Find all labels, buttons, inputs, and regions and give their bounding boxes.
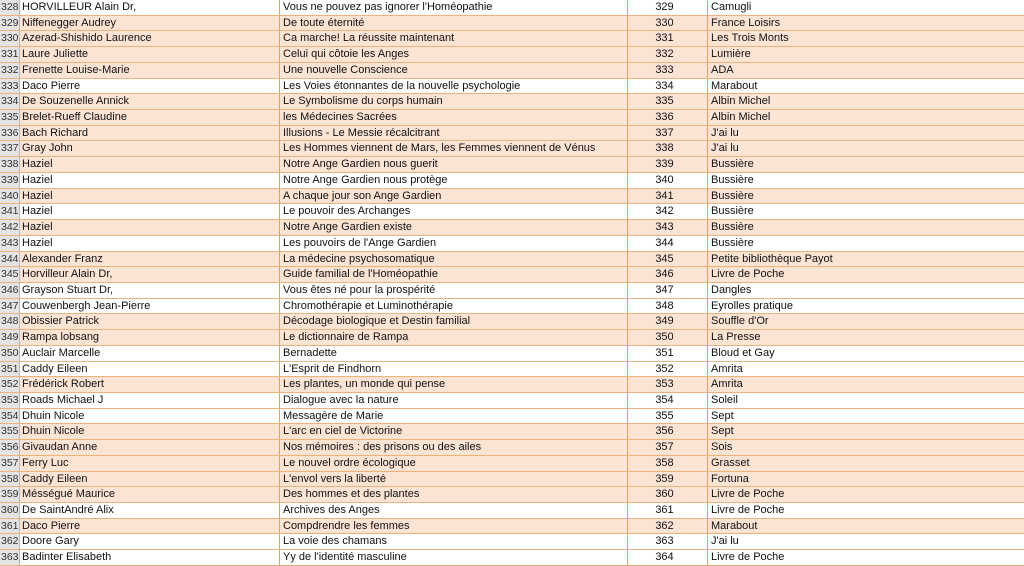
number-cell[interactable]: 359 <box>628 472 708 487</box>
publisher-cell[interactable]: Amrita <box>708 377 1024 392</box>
publisher-cell[interactable]: Albin Michel <box>708 94 1024 109</box>
author-cell[interactable]: Frenette Louise-Marie <box>20 63 280 78</box>
number-cell[interactable]: 349 <box>628 314 708 329</box>
author-cell[interactable]: Couwenbergh Jean-Pierre <box>20 299 280 314</box>
row-header[interactable]: 346 <box>1 283 19 296</box>
title-cell[interactable]: Vous êtes né pour la prospérité <box>280 283 628 298</box>
number-cell[interactable]: 345 <box>628 252 708 267</box>
publisher-cell[interactable]: Bussière <box>708 189 1024 204</box>
table-row <box>0 94 1024 110</box>
row-header[interactable]: 350 <box>1 346 19 359</box>
row-header[interactable]: 359 <box>1 488 19 501</box>
number-cell[interactable]: 361 <box>628 503 708 518</box>
number-cell[interactable]: 338 <box>628 141 708 156</box>
publisher-cell[interactable]: Bloud et Gay <box>711 346 775 359</box>
author-cell[interactable]: Obissier Patrick <box>20 314 280 329</box>
publisher-cell[interactable]: Bussière <box>708 157 1024 172</box>
author-cell[interactable]: Haziel <box>20 173 280 188</box>
author-cell[interactable]: Alexander Franz <box>20 252 280 267</box>
publisher-cell[interactable]: Souffle d'Or <box>708 314 1024 329</box>
table-row <box>0 157 1024 173</box>
row-header[interactable]: 356 <box>1 441 19 454</box>
table-row <box>0 283 1024 299</box>
author-cell[interactable]: Daco Pierre <box>20 519 280 534</box>
table-row <box>0 173 1024 189</box>
publisher-cell[interactable]: Dangles <box>711 283 752 296</box>
author-cell[interactable]: Niffenegger Audrey <box>20 16 280 31</box>
publisher-cell[interactable]: Livre de Poche <box>711 551 785 564</box>
row-header[interactable]: 345 <box>1 268 19 281</box>
table-row <box>0 550 1024 566</box>
row-header[interactable]: 354 <box>1 409 19 422</box>
table-row <box>0 63 1024 79</box>
number-cell[interactable]: 348 <box>628 299 708 314</box>
publisher-cell[interactable]: Fortuna <box>708 472 1024 487</box>
row-header[interactable]: 352 <box>1 378 19 391</box>
table-row <box>0 204 1024 220</box>
title-cell[interactable]: De toute éternité <box>280 16 628 31</box>
title-cell[interactable]: Les Hommes viennent de Mars, les Femmes viennent de Vénus <box>280 141 628 156</box>
row-header[interactable]: 357 <box>1 456 19 469</box>
publisher-cell[interactable]: Amrita <box>711 362 743 375</box>
number-cell[interactable]: 355 <box>628 409 708 424</box>
row-header[interactable]: 331 <box>1 48 19 61</box>
row-header[interactable]: 348 <box>1 315 19 328</box>
row-header[interactable]: 328 <box>1 1 19 13</box>
row-header[interactable]: 340 <box>1 189 19 202</box>
title-cell[interactable]: Chromothérapie et Luminothérapie <box>280 299 628 314</box>
row-header[interactable]: 336 <box>1 126 19 139</box>
number-cell[interactable]: 336 <box>628 110 708 125</box>
row-header[interactable]: 332 <box>1 63 19 76</box>
row-header[interactable]: 347 <box>1 299 19 312</box>
author-cell[interactable]: Ferry Luc <box>20 456 280 471</box>
author-cell[interactable]: Haziel <box>20 220 280 235</box>
publisher-cell[interactable]: Marabout <box>711 79 758 92</box>
author-cell[interactable]: Caddy Eileen <box>20 472 280 487</box>
title-cell[interactable]: Les Voies étonnantes de la nouvelle psychologie <box>280 79 628 94</box>
title-cell[interactable]: les Médecines Sacrées <box>280 110 628 125</box>
number-cell[interactable]: 339 <box>628 157 708 172</box>
title-cell[interactable]: Des hommes et des plantes <box>280 487 628 502</box>
table-row <box>0 346 1024 362</box>
author-cell[interactable]: Haziel <box>20 236 280 251</box>
title-cell[interactable]: Vous ne pouvez pas ignorer l'Homéopathie <box>280 0 628 15</box>
row-header[interactable]: 339 <box>1 173 19 186</box>
row-header[interactable]: 349 <box>1 331 19 344</box>
number-cell[interactable]: 333 <box>628 63 708 78</box>
publisher-cell[interactable]: Les Trois Monts <box>708 31 1024 46</box>
number-cell[interactable]: 332 <box>628 47 708 62</box>
row-header[interactable]: 344 <box>1 252 19 265</box>
table-row <box>0 424 1024 440</box>
author-cell[interactable]: De Souzenelle Annick <box>20 94 280 109</box>
publisher-cell[interactable]: Bussière <box>711 205 754 218</box>
number-cell[interactable]: 363 <box>628 534 708 549</box>
author-cell[interactable]: HORVILLEUR Alain Dr, <box>20 0 280 15</box>
number-cell[interactable]: 362 <box>628 519 708 534</box>
table-row <box>0 267 1024 283</box>
publisher-cell[interactable]: Marabout <box>708 519 1024 534</box>
table-row <box>0 252 1024 268</box>
table-row <box>0 519 1024 535</box>
title-cell[interactable]: L'arc en ciel de Victorine <box>280 424 628 439</box>
publisher-cell[interactable]: J'ai lu <box>708 141 1024 156</box>
row-header[interactable]: 361 <box>1 519 19 532</box>
publisher-cell[interactable]: Sept <box>708 424 1024 439</box>
author-cell[interactable]: Daco Pierre <box>20 79 280 94</box>
row-header[interactable]: 355 <box>1 425 19 438</box>
title-cell[interactable]: Le dictionnaire de Rampa <box>280 330 628 345</box>
author-cell[interactable]: Frédérick Robert <box>20 377 280 392</box>
author-cell[interactable]: Gray John <box>20 141 280 156</box>
table-row <box>0 79 1024 95</box>
author-cell[interactable]: Roads Michael J <box>20 393 280 408</box>
row-header[interactable]: 362 <box>1 535 19 548</box>
number-cell[interactable]: 341 <box>628 189 708 204</box>
row-header[interactable]: 334 <box>1 95 19 108</box>
author-cell[interactable]: Brelet-Rueff Claudine <box>20 110 280 125</box>
title-cell[interactable]: Yy de l'identité masculine <box>280 550 628 565</box>
title-cell[interactable]: Messagère de Marie <box>280 409 628 424</box>
title-cell[interactable]: La médecine psychosomatique <box>280 252 628 267</box>
table-row <box>0 236 1024 252</box>
row-header[interactable]: 353 <box>1 393 19 406</box>
author-cell[interactable]: Horvilleur Alain Dr, <box>20 267 280 282</box>
table-row <box>0 393 1024 409</box>
author-cell[interactable]: Laure Juliette <box>20 47 280 62</box>
table-row <box>0 330 1024 346</box>
row-header[interactable]: 335 <box>1 111 19 124</box>
row-header[interactable]: 343 <box>1 236 19 249</box>
publisher-cell[interactable]: La Presse <box>708 330 1024 345</box>
number-cell[interactable]: 344 <box>628 236 708 251</box>
table-row <box>0 31 1024 47</box>
title-cell[interactable]: Notre Ange Gardien existe <box>280 220 628 235</box>
title-cell[interactable]: Celui qui côtoie les Anges <box>280 47 628 62</box>
table-row <box>0 440 1024 456</box>
author-cell[interactable]: Grayson Stuart Dr, <box>20 283 280 298</box>
author-cell[interactable]: Haziel <box>20 157 280 172</box>
author-cell[interactable]: Badinter Elisabeth <box>20 550 280 565</box>
row-header[interactable]: 341 <box>1 205 19 218</box>
number-cell[interactable]: 358 <box>628 456 708 471</box>
publisher-cell[interactable]: Sois <box>708 440 1024 455</box>
table-row <box>0 0 1024 16</box>
publisher-cell[interactable]: Albin Michel <box>708 110 1024 125</box>
title-cell[interactable]: Le nouvel ordre écologique <box>280 456 628 471</box>
title-cell[interactable]: L'envol vers la liberté <box>280 472 628 487</box>
publisher-cell[interactable]: Soleil <box>711 393 738 406</box>
row-header[interactable]: 342 <box>1 221 19 234</box>
number-cell[interactable]: 343 <box>628 220 708 235</box>
author-cell[interactable]: Mésségué Maurice <box>20 487 280 502</box>
author-cell[interactable]: Rampa lobsang <box>20 330 280 345</box>
title-cell[interactable]: Notre Ange Gardien nous guerit <box>280 157 628 172</box>
table-row <box>0 220 1024 236</box>
publisher-cell[interactable]: ADA <box>708 63 1024 78</box>
author-cell[interactable]: Haziel <box>20 204 280 219</box>
publisher-cell[interactable]: Bussière <box>708 220 1024 235</box>
publisher-cell[interactable]: Grasset <box>708 456 1024 471</box>
title-cell[interactable]: Le Symbolisme du corps humain <box>280 94 628 109</box>
table-row <box>0 110 1024 126</box>
row-header[interactable]: 330 <box>1 32 19 45</box>
row-header[interactable]: 337 <box>1 142 19 155</box>
author-cell[interactable]: Azerad-Shishido Laurence <box>20 31 280 46</box>
author-cell[interactable]: Dhuin Nicole <box>20 409 280 424</box>
title-cell[interactable]: Dialogue avec la nature <box>280 393 628 408</box>
number-cell[interactable]: 342 <box>628 204 708 219</box>
row-header[interactable]: 360 <box>1 504 19 516</box>
table-row <box>0 377 1024 393</box>
row-header[interactable]: 363 <box>1 551 19 564</box>
title-cell[interactable]: Compdrendre les femmes <box>280 519 628 534</box>
title-cell[interactable]: Le pouvoir des Archanges <box>280 204 628 219</box>
row-header[interactable]: 329 <box>1 16 19 29</box>
table-row <box>0 126 1024 142</box>
number-cell[interactable]: 364 <box>628 550 708 565</box>
number-cell[interactable]: 351 <box>628 346 708 361</box>
row-header[interactable]: 338 <box>1 158 19 171</box>
author-cell[interactable]: Auclair Marcelle <box>20 346 280 361</box>
author-cell[interactable]: Haziel <box>20 189 280 204</box>
number-cell[interactable]: 357 <box>628 440 708 455</box>
title-cell[interactable]: L'Esprit de Findhorn <box>280 362 628 377</box>
title-cell[interactable]: Illusions - Le Messie récalcitrant <box>280 126 628 141</box>
number-cell[interactable]: 331 <box>628 31 708 46</box>
publisher-cell[interactable]: Eyrolles pratique <box>711 299 793 312</box>
table-row <box>0 47 1024 63</box>
publisher-cell[interactable]: Bussière <box>711 173 754 186</box>
table-row <box>0 189 1024 205</box>
publisher-cell[interactable]: Livre de Poche <box>708 267 1024 282</box>
table-row <box>0 472 1024 488</box>
number-cell[interactable]: 335 <box>628 94 708 109</box>
row-header[interactable]: 351 <box>1 362 19 375</box>
number-cell[interactable]: 354 <box>628 393 708 408</box>
publisher-cell[interactable]: Sept <box>711 409 734 422</box>
table-row <box>0 299 1024 315</box>
number-cell[interactable]: 352 <box>628 362 708 377</box>
table-row <box>0 503 1024 519</box>
table-row <box>0 409 1024 425</box>
title-cell[interactable]: Les pouvoirs de l'Ange Gardien <box>280 236 628 251</box>
publisher-cell[interactable]: Camugli <box>711 1 752 13</box>
title-cell[interactable]: Notre Ange Gardien nous protège <box>280 173 628 188</box>
author-cell[interactable]: Dhuin Nicole <box>20 424 280 439</box>
number-cell[interactable]: 356 <box>628 424 708 439</box>
author-cell[interactable]: Doore Gary <box>20 534 280 549</box>
title-cell[interactable]: Archives des Anges <box>280 503 628 518</box>
author-cell[interactable]: Givaudan Anne <box>20 440 280 455</box>
publisher-cell[interactable]: France Loisirs <box>708 16 1024 31</box>
row-header[interactable]: 333 <box>1 79 19 92</box>
table-row <box>0 314 1024 330</box>
publisher-cell[interactable]: Livre de Poche <box>708 487 1024 502</box>
publisher-cell[interactable]: J'ai lu <box>708 126 1024 141</box>
table-row <box>0 362 1024 378</box>
publisher-cell[interactable]: Bussière <box>711 236 754 249</box>
number-cell[interactable]: 353 <box>628 377 708 392</box>
number-cell[interactable]: 346 <box>628 267 708 282</box>
title-cell[interactable]: Bernadette <box>280 346 628 361</box>
author-cell[interactable]: Bach Richard <box>20 126 280 141</box>
number-cell[interactable]: 337 <box>628 126 708 141</box>
table-row <box>0 456 1024 472</box>
title-cell[interactable]: Nos mémoires : des prisons ou des ailes <box>280 440 628 455</box>
table-row <box>0 16 1024 32</box>
table-row <box>0 534 1024 550</box>
number-cell[interactable]: 330 <box>628 16 708 31</box>
title-cell[interactable]: A chaque jour son Ange Gardien <box>280 189 628 204</box>
row-header[interactable]: 358 <box>1 472 19 485</box>
number-cell[interactable]: 347 <box>628 283 708 298</box>
author-cell[interactable]: De SaintAndré Alix <box>20 503 280 518</box>
publisher-cell[interactable]: Petite bibliothèque Payot <box>708 252 1024 267</box>
title-cell[interactable]: Décodage biologique et Destin familial <box>280 314 628 329</box>
publisher-cell[interactable]: Livre de Poche <box>711 504 785 516</box>
number-cell[interactable]: 340 <box>628 173 708 188</box>
publisher-cell[interactable]: Lumière <box>708 47 1024 62</box>
publisher-cell[interactable]: J'ai lu <box>711 535 739 548</box>
title-cell[interactable]: La voie des chamans <box>280 534 628 549</box>
number-cell[interactable]: 350 <box>628 330 708 345</box>
table-row <box>0 487 1024 503</box>
table-row <box>0 141 1024 157</box>
number-cell[interactable]: 360 <box>628 487 708 502</box>
number-cell[interactable]: 329 <box>628 0 708 15</box>
title-cell[interactable]: Les plantes, un monde qui pense <box>280 377 628 392</box>
author-cell[interactable]: Caddy Eileen <box>20 362 280 377</box>
title-cell[interactable]: Une nouvelle Conscience <box>280 63 628 78</box>
number-cell[interactable]: 334 <box>628 79 708 94</box>
title-cell[interactable]: Guide familial de l'Homéopathie <box>280 267 628 282</box>
title-cell[interactable]: Ca marche! La réussite maintenant <box>280 31 628 46</box>
